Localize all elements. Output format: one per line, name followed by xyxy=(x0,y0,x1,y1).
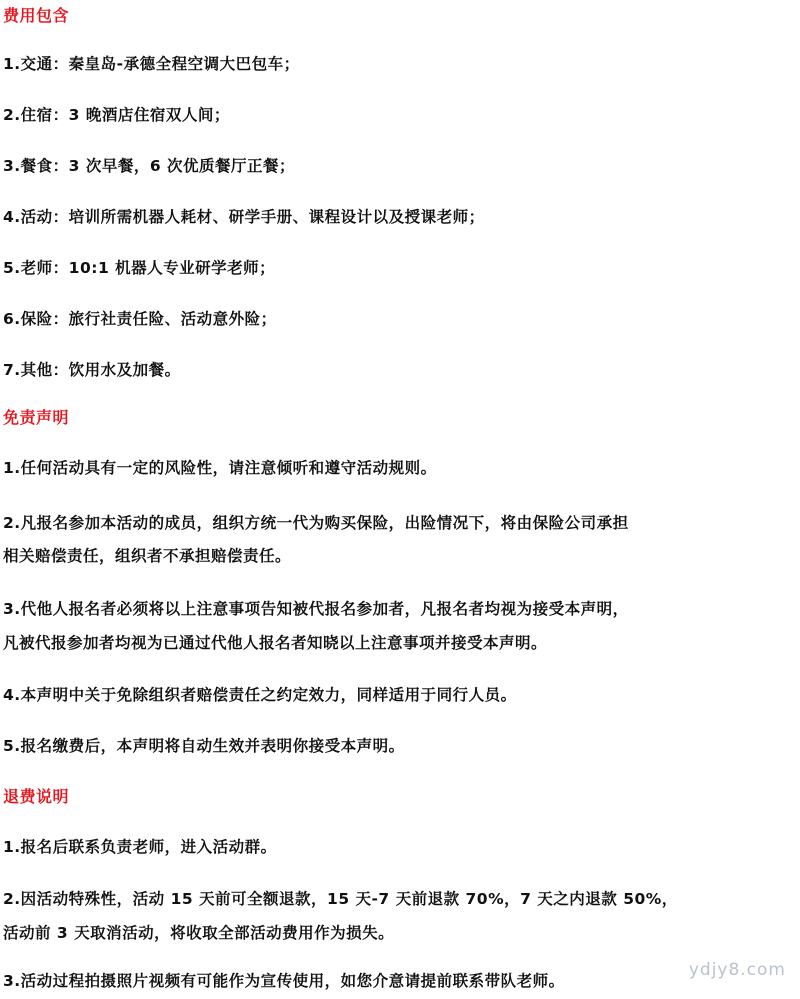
fees-heading: 费用包含 xyxy=(3,6,70,25)
refund-item-2-cont: 活动前 3 天取消活动，将收取全部活动费用作为损失。 xyxy=(3,924,395,942)
fees-item-5: 5.老师：10:1 机器人专业研学老师； xyxy=(3,259,276,277)
disclaimer-item-1: 1.任何活动具有一定的风险性，请注意倾听和遵守活动规则。 xyxy=(3,459,437,477)
disclaimer-item-3: 3.代他人报名者必须将以上注意事项告知被代报名参加者，凡报名者均视为接受本声明， xyxy=(3,600,629,618)
refund-item-2: 2.因活动特殊性，活动 15 天前可全额退款，15 天-7 天前退款 70%，7 天之内退款 50%， xyxy=(3,890,678,908)
refund-item-1: 1.报名后联系负责老师，进入活动群。 xyxy=(3,838,277,856)
fees-item-4: 4.活动：培训所需机器人耗材、研学手册、课程设计以及授课老师； xyxy=(3,208,485,226)
disclaimer-item-4: 4.本声明中关于免除组织者赔偿责任之约定效力，同样适用于同行人员。 xyxy=(3,686,517,704)
disclaimer-item-5: 5.报名缴费后，本声明将自动生效并表明你接受本声明。 xyxy=(3,737,405,755)
watermark: ydjy8.com xyxy=(688,960,786,980)
refund-heading: 退费说明 xyxy=(3,787,70,806)
fees-item-3: 3.餐食：3 次早餐，6 次优质餐厅正餐； xyxy=(3,157,296,175)
fees-item-2: 2.住宿：3 晚酒店住宿双人间； xyxy=(3,106,230,124)
fees-item-6: 6.保险：旅行社责任险、活动意外险； xyxy=(3,310,277,328)
disclaimer-heading: 免责声明 xyxy=(3,408,70,427)
disclaimer-item-2-cont: 相关赔偿责任，组织者不承担赔偿责任。 xyxy=(3,547,292,565)
disclaimer-item-2: 2.凡报名参加本活动的成员，组织方统一代为购买保险，出险情况下，将由保险公司承担 xyxy=(3,514,629,532)
disclaimer-item-3-cont: 凡被代报参加者均视为已通过代他人报名者知晓以上注意事项并接受本声明。 xyxy=(3,634,548,652)
fees-item-1: 1.交通：秦皇岛-承德全程空调大巴包车； xyxy=(3,55,300,73)
fees-item-7: 7.其他：饮用水及加餐。 xyxy=(3,361,181,379)
refund-item-3: 3.活动过程拍摄照片视频有可能作为宣传使用，如您介意请提前联系带队老师。 xyxy=(3,972,565,990)
